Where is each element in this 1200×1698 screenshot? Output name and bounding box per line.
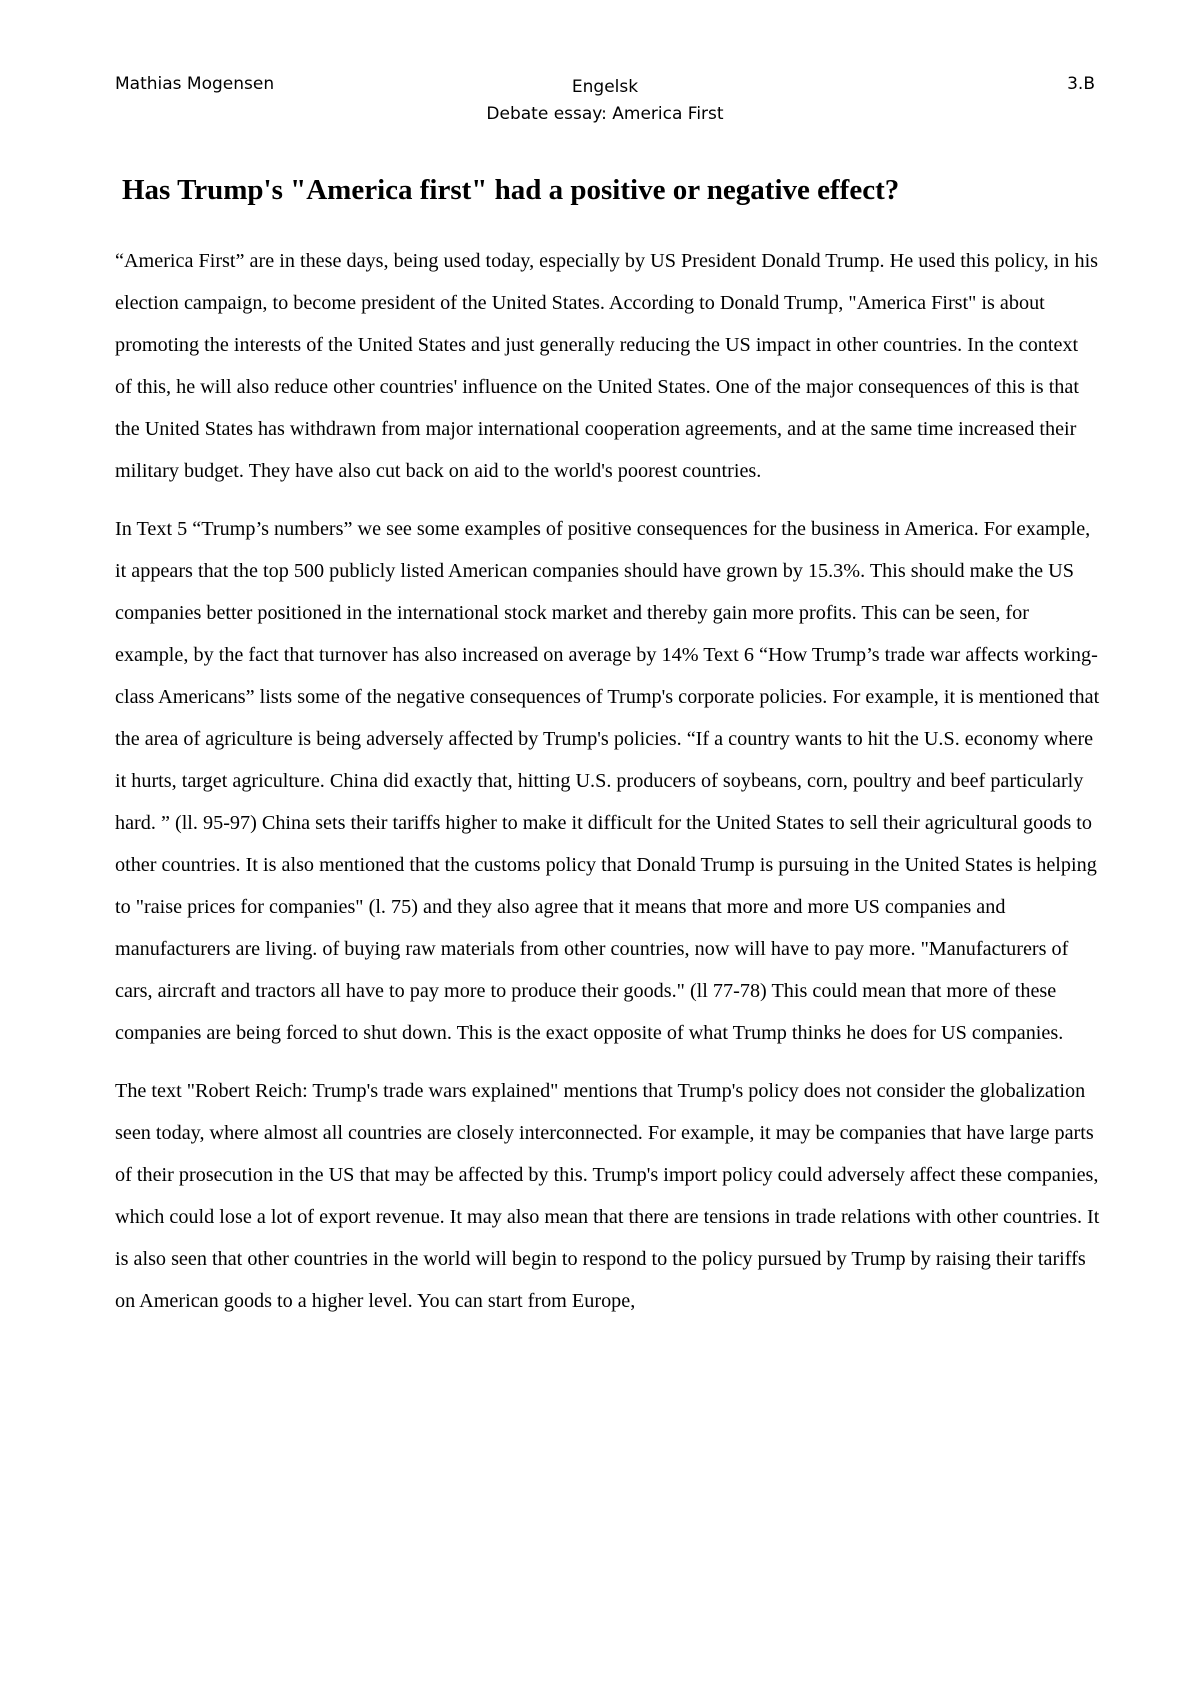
paragraph-3: The text "Robert Reich: Trump's trade wars explained" mentions that Trump's policy does not consider the globalization seen today, where almost all countries are closely interconnected. For example, it may be companies that have large parts of their prosecution in the US that may be affected by this. Trump's import policy could adversely affect these companies, which could lose a lot of export revenue. It may also mean that there are tensions in trade relations with other countries. It is also seen that other countries in the world will begin to respond to the policy pursued by Trump by raising their tariffs on American goods to a higher level. You can start from Europe,: [115, 1080, 1100, 1312]
paragraph-1: “America First” are in these days, being used today, especially by US President Donald Trump. He used this policy, in his election campaign, to become president of the United States. According to Donald Trump, "America First" is about promoting the interests of the United States and just generally reducing the US impact in other countries. In the context of this, he will also reduce other countries' influence on the United States. One of the major consequences of this is that the United States has withdrawn from major international cooperation agreements, and at the same time increased their military budget. They have also cut back on aid to the world's poorest countries.: [115, 250, 1099, 482]
header-class: 3.B: [1067, 74, 1095, 94]
header-author: Mathias Mogensen: [115, 74, 275, 94]
header-center: [115, 74, 1095, 128]
paragraph-2: In Text 5 “Trump’s numbers” we see some examples of positive consequences for the business in America. For example, it appears that the top 500 publicly listed American companies should have grown by 15.3%. This should make the US companies better positioned in the international stock market and thereby gain more profits. This can be seen, for example, by the fact that turnover has also increased on average by 14% Text 6 “How Trump’s trade war affects working-class Americans” lists some of the negative consequences of Trump's corporate policies. For example, it is mentioned that the area of agriculture is being adversely affected by Trump's policies. “If a country wants to hit the U.S. economy where it hurts, target agriculture. China did exactly that, hitting U.S. producers of soybeans, corn, poultry and beef particularly hard. ” (ll. 95-97) China sets their tariffs higher to make it difficult for the United States to sell their agricultural goods to other countries. It is also mentioned that the customs policy that Donald Trump is pursuing in the United States is helping to "raise prices for companies" (l. 75) and they also agree that it means that more and more US companies and manufacturers are living. of buying raw materials from other countries, now will have to pay more. "Manufacturers of cars, aircraft and tractors all have to pay more to produce their goods." (ll 77-78) This could mean that more of these companies are being forced to shut down. This is the exact opposite of what Trump thinks he does for US companies.: [115, 518, 1100, 1044]
header-subject: Engelsk: [571, 77, 639, 97]
essay-title: Has Trump's "America first" had a positive or negative effect?: [122, 174, 900, 206]
header-subtitle: Debate essay: America First: [486, 104, 724, 124]
essay-body: [115, 240, 1100, 1338]
page-header: [115, 74, 1095, 134]
